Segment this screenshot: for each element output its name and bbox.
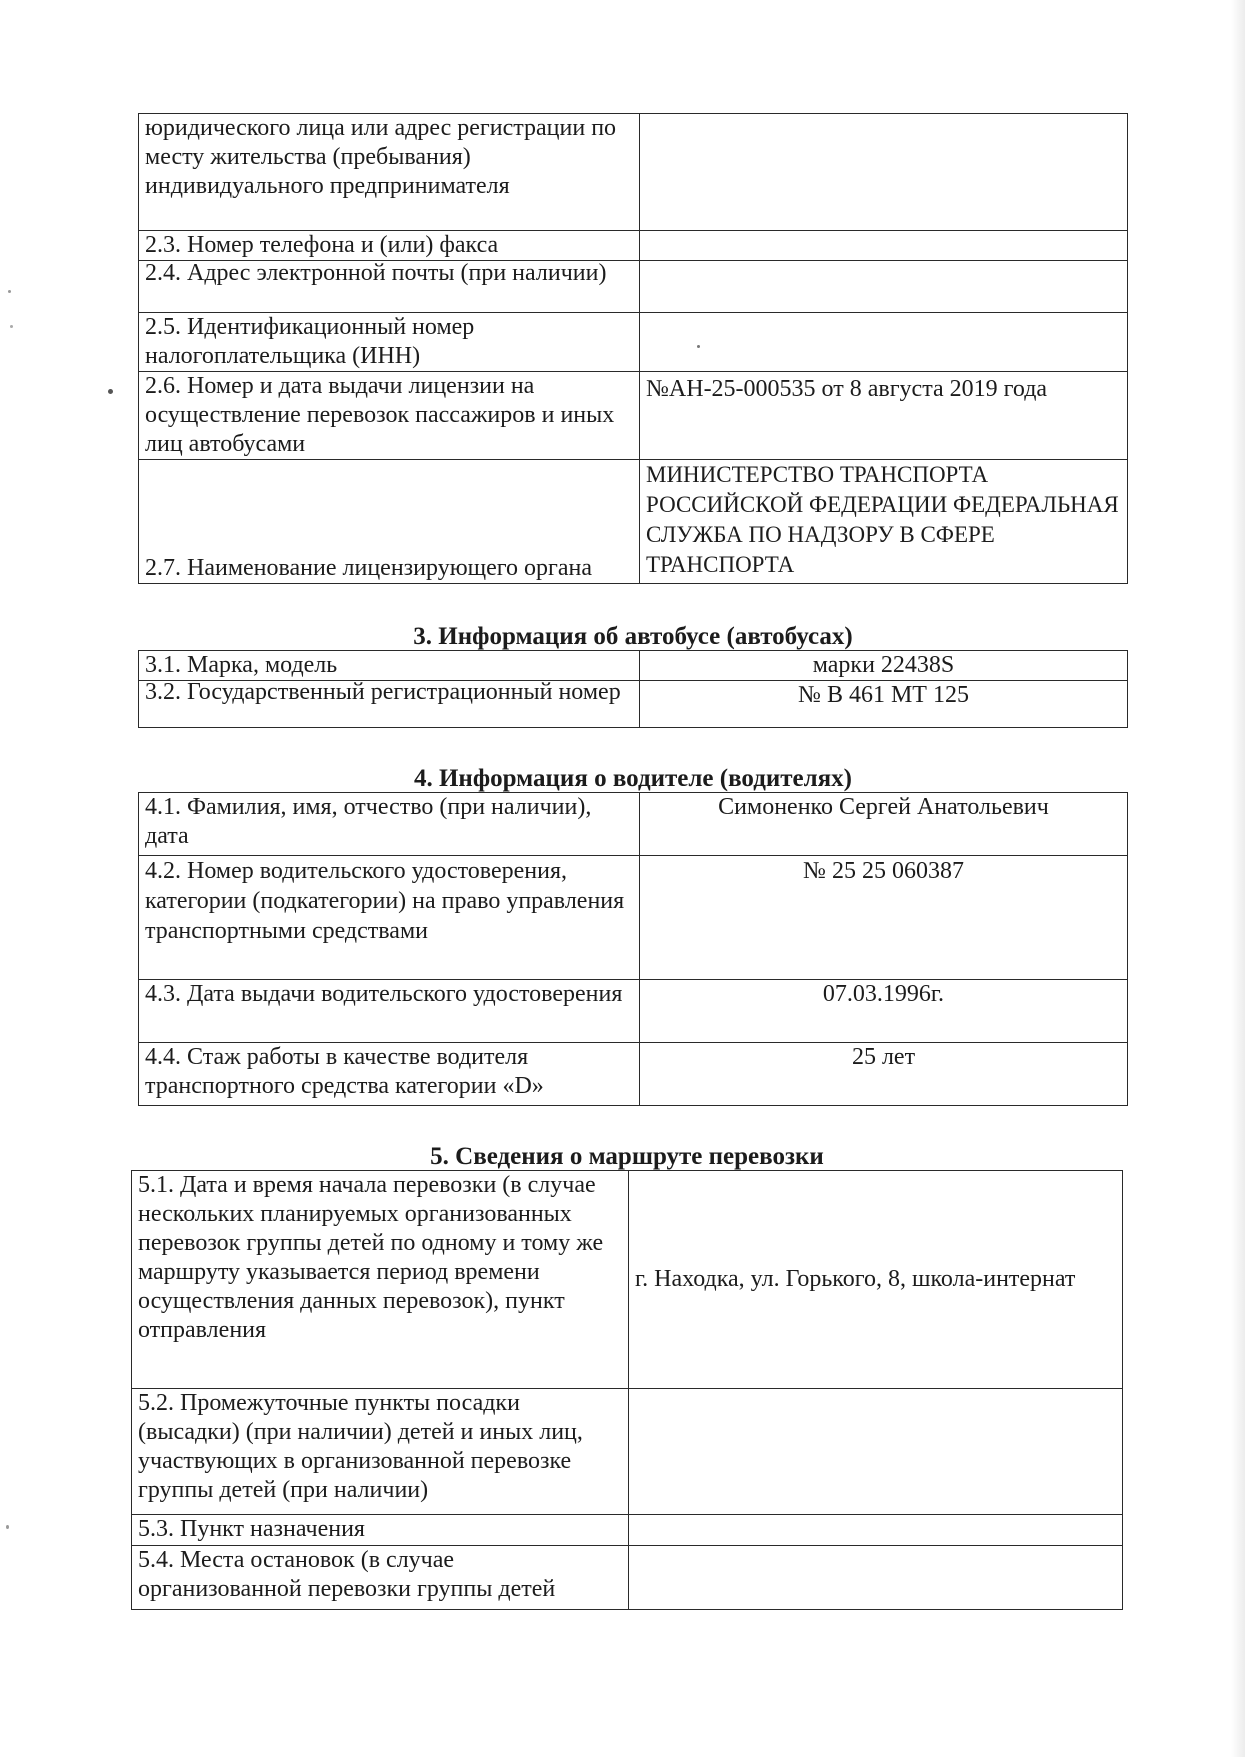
row-label: 5.4. Места остановок (в случае организованной перевозки группы детей bbox=[132, 1546, 629, 1610]
scan-speck bbox=[108, 389, 113, 394]
row-label: 3.1. Марка, модель bbox=[139, 651, 640, 681]
section2-table bbox=[138, 113, 1128, 584]
row-value: МИНИСТЕРСТВО ТРАНСПОРТА РОССИЙСКОЙ ФЕДЕРАЦИИ ФЕДЕРАЛЬНАЯ СЛУЖБА ПО НАДЗОРУ В СФЕРЕ ТРАНСПОРТА bbox=[640, 460, 1128, 584]
row-value: г. Находка, ул. Горького, 8, школа-интернат bbox=[629, 1171, 1123, 1389]
table-row bbox=[139, 460, 1128, 584]
row-label: 2.3. Номер телефона и (или) факса bbox=[139, 231, 640, 261]
row-value bbox=[629, 1389, 1123, 1515]
row-label: 3.2. Государственный регистрационный номер bbox=[139, 681, 640, 728]
section4-table bbox=[138, 792, 1128, 1106]
table-row bbox=[139, 793, 1128, 856]
row-label: 4.4. Стаж работы в качестве водителя транспортного средства категории «D» bbox=[139, 1043, 640, 1106]
table-row bbox=[139, 372, 1128, 460]
section5-title: 5. Сведения о маршруте перевозки bbox=[430, 1143, 824, 1170]
table-row bbox=[139, 651, 1128, 681]
row-value: марки 22438S bbox=[640, 651, 1128, 681]
row-value bbox=[640, 313, 1128, 372]
row-value: 25 лет bbox=[640, 1043, 1128, 1106]
section3-title: 3. Информация об автобусе (автобусах) bbox=[413, 623, 853, 650]
table-row bbox=[139, 856, 1128, 980]
table-row bbox=[132, 1546, 1123, 1610]
row-label: 5.1. Дата и время начала перевозки (в случае нескольких планируемых организованных перевозок группы детей по одному и тому же маршруту указывается период времени осуществления данных перевозок), пункт отправления bbox=[132, 1171, 629, 1389]
row-label: 2.6. Номер и дата выдачи лицензии на осуществление перевозок пассажиров и иных лиц автобусами bbox=[139, 372, 640, 460]
row-label: 2.7. Наименование лицензирующего органа bbox=[139, 460, 640, 584]
row-value: № 25 25 060387 bbox=[640, 856, 1128, 980]
scan-speck bbox=[8, 290, 11, 293]
table-row bbox=[139, 261, 1128, 313]
table-row bbox=[132, 1515, 1123, 1546]
row-label: 5.3. Пункт назначения bbox=[132, 1515, 629, 1546]
row-value bbox=[640, 231, 1128, 261]
table-row bbox=[139, 1043, 1128, 1106]
row-value bbox=[640, 261, 1128, 313]
scan-edge-shadow bbox=[1231, 0, 1245, 1757]
table-row bbox=[139, 114, 1128, 231]
row-label: 5.2. Промежуточные пункты посадки (высадки) (при наличии) детей и иных лиц, участвующих в организованной перевозке группы детей (при наличии) bbox=[132, 1389, 629, 1515]
table-row bbox=[139, 231, 1128, 261]
section3-table bbox=[138, 650, 1128, 728]
table-row bbox=[139, 681, 1128, 728]
row-label: 4.1. Фамилия, имя, отчество (при наличии), дата bbox=[139, 793, 640, 856]
row-value: №АН-25-000535 от 8 августа 2019 года bbox=[640, 372, 1128, 460]
row-label: юридического лица или адрес регистрации по месту жительства (пребывания) индивидуального предпринимателя bbox=[139, 114, 640, 231]
row-label: 4.3. Дата выдачи водительского удостоверения bbox=[139, 980, 640, 1043]
table-row bbox=[132, 1171, 1123, 1389]
scan-speck bbox=[697, 345, 700, 348]
section5-table bbox=[131, 1170, 1123, 1610]
table-row bbox=[139, 980, 1128, 1043]
row-value bbox=[629, 1546, 1123, 1610]
row-value: № В 461 МТ 125 bbox=[640, 681, 1128, 728]
section4-title: 4. Информация о водителе (водителях) bbox=[413, 765, 852, 792]
scan-speck bbox=[6, 1525, 9, 1529]
row-value: 07.03.1996г. bbox=[640, 980, 1128, 1043]
table-row bbox=[132, 1389, 1123, 1515]
row-value bbox=[629, 1515, 1123, 1546]
row-value bbox=[640, 114, 1128, 231]
row-label: 2.4. Адрес электронной почты (при наличии) bbox=[139, 261, 640, 313]
row-label: 4.2. Номер водительского удостоверения, категории (подкатегории) на право управления транспортными средствами bbox=[139, 856, 640, 980]
row-label: 2.5. Идентификационный номер налогоплательщика (ИНН) bbox=[139, 313, 640, 372]
row-value: Симоненко Сергей Анатольевич bbox=[640, 793, 1128, 856]
table-row bbox=[139, 313, 1128, 372]
scan-speck bbox=[10, 325, 13, 328]
